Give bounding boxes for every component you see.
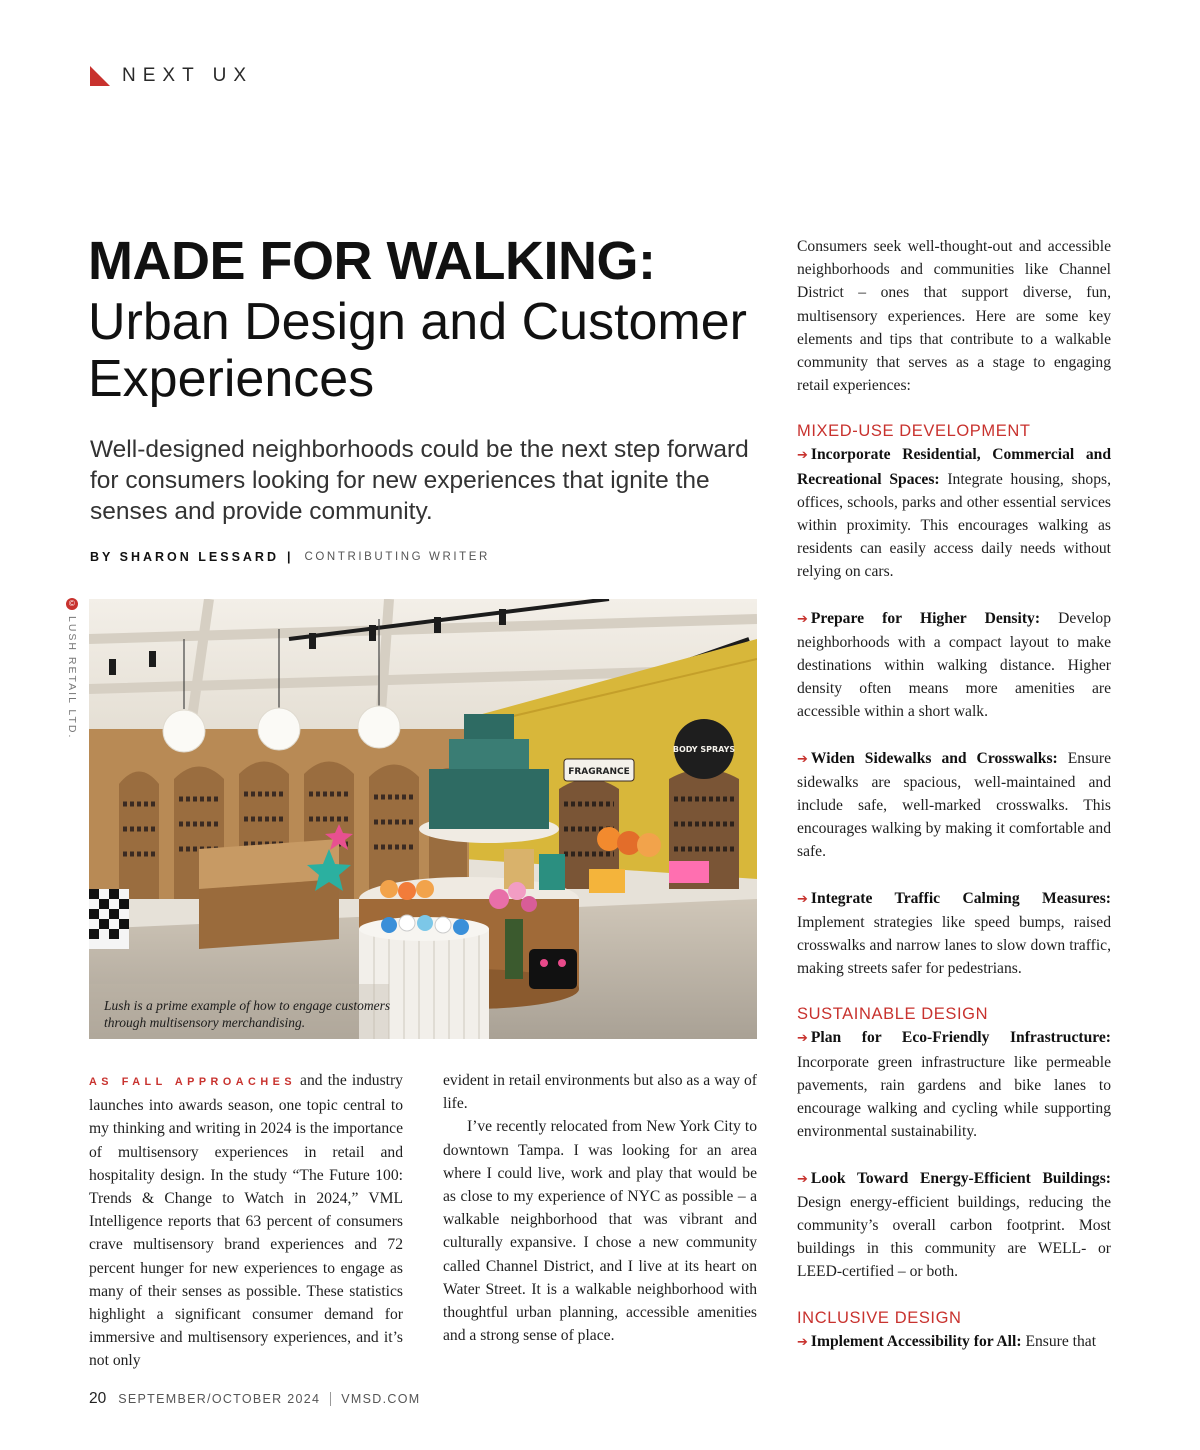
copyright-icon: © bbox=[66, 598, 78, 610]
tip-text: Ensure that bbox=[1025, 1332, 1097, 1350]
arrow-icon: ➔ bbox=[797, 751, 808, 767]
body-paragraph-1 bbox=[89, 1069, 403, 1373]
footer-divider bbox=[330, 1392, 331, 1406]
photo-credit bbox=[64, 598, 80, 739]
section-heading-inclusive: INCLUSIVE DESIGN bbox=[797, 1308, 962, 1327]
section-label: NEXT UX bbox=[122, 65, 254, 86]
arrow-icon: ➔ bbox=[797, 891, 808, 907]
tip-item bbox=[797, 1026, 1111, 1143]
tip-title: Integrate Traffic Calming Measures: bbox=[810, 889, 1111, 907]
subheadline: Urban Design and Customer Experiences bbox=[88, 293, 747, 408]
byline bbox=[90, 550, 490, 564]
tip-text: Design energy-efficient buildings, reducing the community’s overall carbon footprint. Most buildings in this community are WELL- or LEED-certified – or both. bbox=[797, 1193, 1111, 1281]
fragrance-sign: FRAGRANCE bbox=[568, 767, 630, 777]
tip-text: Incorporate green infrastructure like permeable pavements, rain gardens and bike lanes to encourage walking and cycling while supporting environmental sustainability. bbox=[797, 1053, 1111, 1141]
store-photo bbox=[89, 599, 757, 1039]
section-heading-mixed-use: MIXED-USE DEVELOPMENT bbox=[797, 422, 1031, 441]
photo-credit-text: LUSH RETAIL LTD. bbox=[66, 616, 78, 740]
body-paragraph-1-continued: evident in retail environments but also as a way of life. bbox=[443, 1072, 757, 1113]
tip-title: Implement Accessibility for All: bbox=[810, 1332, 1022, 1350]
body-column-2 bbox=[443, 1069, 757, 1347]
body-column-3 bbox=[797, 235, 1111, 1354]
tip-item bbox=[797, 1330, 1111, 1354]
byline-role: CONTRIBUTING WRITER bbox=[304, 551, 490, 563]
page-number: 20 bbox=[89, 1390, 107, 1407]
tip-title: Prepare for Higher Density: bbox=[810, 609, 1041, 627]
tip-item bbox=[797, 443, 1111, 583]
website: VMSD.COM bbox=[341, 1392, 421, 1406]
arrow-icon: ➔ bbox=[797, 1031, 808, 1047]
page-footer bbox=[89, 1390, 420, 1408]
headline: MADE FOR WALKING: bbox=[88, 231, 656, 291]
tip-text: Implement strategies like speed bumps, raised crosswalks and narrow lanes to slow down traffic, making streets safer for pedestrians. bbox=[797, 913, 1111, 978]
tip-title: Incorporate Residential, Commercial and Recreational Spaces: bbox=[797, 446, 1111, 488]
photo-caption: Lush is a prime example of how to engage customers through multisensory merchandising. bbox=[104, 998, 391, 1030]
tip-item bbox=[797, 1167, 1111, 1284]
arrow-icon: ➔ bbox=[797, 1171, 808, 1187]
dek: Well-designed neighborhoods could be the next step forward for consumers looking for new experiences that ignite the senses and provide community. bbox=[90, 436, 749, 525]
arrow-icon: ➔ bbox=[797, 448, 808, 464]
section-header bbox=[90, 64, 253, 88]
tip-item bbox=[797, 747, 1111, 864]
tip-text: Ensure sidewalks are spacious, well-maintained and include safe, well-marked crosswalks. This encourages walking by making it comfortable and safe. bbox=[797, 749, 1112, 861]
arrow-icon: ➔ bbox=[797, 1334, 808, 1350]
issue-date: SEPTEMBER/OCTOBER 2024 bbox=[118, 1392, 321, 1406]
body-column-1 bbox=[89, 1069, 403, 1373]
store-illustration bbox=[89, 599, 757, 1039]
tip-item bbox=[797, 607, 1111, 724]
tip-text: Develop neighborhoods with a compact layout to make destinations within walking distance. Higher density often means more amenities are accessible within a short walk. bbox=[797, 609, 1111, 721]
red-triangle-icon bbox=[90, 66, 110, 86]
tip-title: Look Toward Energy-Efficient Buildings: bbox=[810, 1169, 1111, 1187]
tip-title: Widen Sidewalks and Crosswalks: bbox=[810, 749, 1058, 767]
section-heading-sustainable: SUSTAINABLE DESIGN bbox=[797, 1005, 989, 1024]
byline-author: BY SHARON LESSARD bbox=[90, 550, 279, 564]
intro-paragraph: Consumers seek well-thought-out and accessible neighborhoods and communities like Channel District – ones that support diverse, fun, multisensory experiences. Here are some key elements and tips that contribute to a walkable community that serves as a stage to engaging retail experiences: bbox=[797, 238, 1111, 395]
body-paragraph-2: I’ve recently relocated from New York City to downtown Tampa. I was looking for an area where I could live, work and play that would be as close to my experience of NYC as possible – a walkable neighborhood that was vibrant and culturally expansive. I chose a new community called Channel District, and I live at its heart on Water Street. It is a walkable neighborhood with thoughtful urban planning, accessible amenities and a strong sense of place. bbox=[443, 1118, 757, 1345]
tip-item bbox=[797, 887, 1111, 981]
lead-in: AS FALL APPROACHES bbox=[89, 1076, 297, 1088]
tip-title: Plan for Eco-Friendly Infrastructure: bbox=[810, 1029, 1111, 1047]
byline-separator: | bbox=[286, 550, 291, 564]
arrow-icon: ➔ bbox=[797, 611, 808, 627]
body-paragraph-1-text: and the industry launches into awards season, one topic central to my thinking and writing in 2024 is the importance of multisensory experiences in retail and hospitality design. In the study “The Future 100: Trends & Change to Watch in 2024,” VML Intelligence reports that 63 percent of consumers crave multisensory brand experiences and 72 percent hunger for new experiences to engage as many of their senses as possible. These statistics highlight a significant consumer demand for immersive and multisensory experiences, and it’s not only bbox=[89, 1072, 403, 1370]
tip-text: Integrate housing, shops, offices, schools, parks and other essential services within proximity. This encourages walking as residents can easily access daily needs without relying on cars. bbox=[797, 470, 1111, 581]
body-sprays-sign: BODY SPRAYS bbox=[672, 745, 736, 754]
